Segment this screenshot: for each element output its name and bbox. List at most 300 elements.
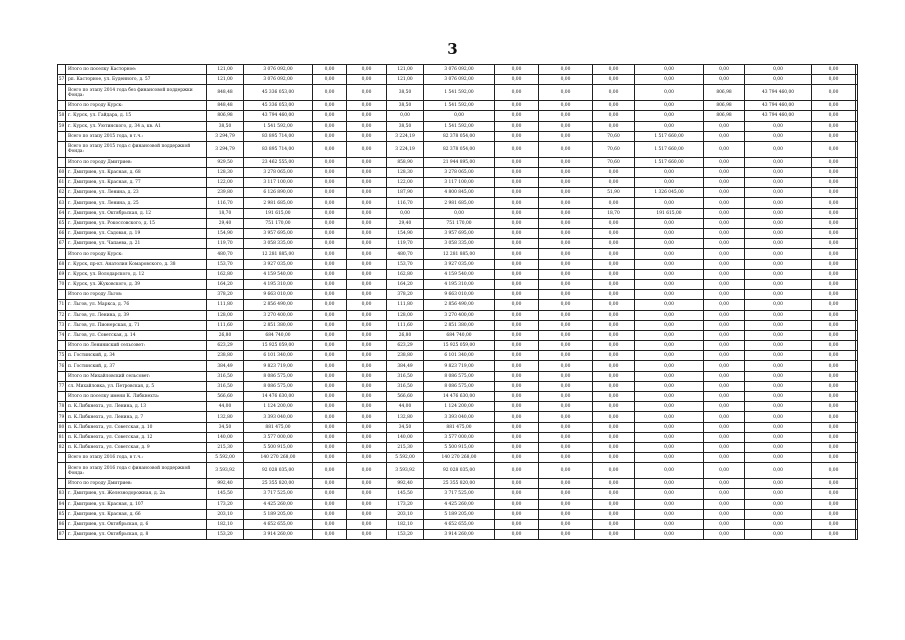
value-cell: 38,50 bbox=[387, 101, 424, 111]
value-cell: 0,00 bbox=[313, 381, 347, 391]
value-cell: 0,00 bbox=[704, 402, 745, 412]
value-cell: 0,00 bbox=[704, 453, 745, 463]
row-number-cell: 75 bbox=[58, 351, 66, 361]
address-cell: г. Курск, пр-кт. Анатолия Комаровского, д. 38 bbox=[66, 259, 207, 269]
value-cell: 0,00 bbox=[704, 300, 745, 310]
value-cell: 0,00 bbox=[812, 432, 856, 442]
value-cell: 0,00 bbox=[347, 85, 387, 101]
value-cell: 0,00 bbox=[539, 489, 593, 499]
value-cell: 0,00 bbox=[539, 111, 593, 121]
value-cell: 0,00 bbox=[495, 479, 539, 489]
value-cell: 0,00 bbox=[745, 453, 812, 463]
value-cell: 0,00 bbox=[495, 229, 539, 239]
value-cell: 191 615,00 bbox=[635, 208, 704, 218]
value-cell: 0,00 bbox=[704, 381, 745, 391]
address-cell: г. Дмитриев, ул. Садовая, д. 19 bbox=[66, 229, 207, 239]
value-cell bbox=[856, 229, 858, 239]
value-cell: 881 475,00 bbox=[244, 422, 313, 432]
value-cell: 0,00 bbox=[539, 463, 593, 479]
value-cell: 187,90 bbox=[387, 188, 424, 198]
address-cell: г. Дмитриев, ул. Октябрьская, д. 12 bbox=[66, 208, 207, 218]
value-cell: 0,00 bbox=[495, 141, 539, 157]
value-cell: 0,00 bbox=[313, 259, 347, 269]
value-cell: 21 944 895,00 bbox=[424, 157, 495, 167]
value-cell: 0,00 bbox=[347, 290, 387, 300]
value-cell: 0,00 bbox=[347, 300, 387, 310]
value-cell: 0,00 bbox=[347, 229, 387, 239]
value-cell: 0,00 bbox=[495, 489, 539, 499]
value-cell: 70,60 bbox=[593, 131, 635, 141]
subtotal-label-cell: Итого по Лениниский сельсовет: bbox=[66, 341, 207, 351]
value-cell bbox=[856, 269, 858, 279]
value-cell: 0,00 bbox=[347, 422, 387, 432]
value-cell: 0,00 bbox=[347, 463, 387, 479]
value-cell: 0,00 bbox=[347, 279, 387, 289]
value-cell: 0,00 bbox=[745, 279, 812, 289]
value-cell: 0,00 bbox=[495, 320, 539, 330]
value-cell: 43 794 460,00 bbox=[244, 111, 313, 121]
value-cell: 0,00 bbox=[347, 141, 387, 157]
value-cell: 806,98 bbox=[704, 101, 745, 111]
address-cell: г. Дмитриев, ул. Красная, д. 66 bbox=[66, 509, 207, 519]
value-cell: 0,00 bbox=[347, 412, 387, 422]
value-cell: 0,00 bbox=[495, 178, 539, 188]
row-number-cell: 83 bbox=[58, 489, 66, 499]
value-cell: 0,00 bbox=[347, 371, 387, 381]
value-cell: 0,00 bbox=[593, 402, 635, 412]
table-row bbox=[58, 178, 858, 188]
value-cell: 0,00 bbox=[635, 442, 704, 452]
value-cell: 0,00 bbox=[812, 121, 856, 131]
value-cell: 0,00 bbox=[635, 167, 704, 177]
value-cell: 0,00 bbox=[347, 157, 387, 167]
value-cell: 0,00 bbox=[313, 131, 347, 141]
value-cell: 0,00 bbox=[812, 178, 856, 188]
value-cell: 0,00 bbox=[812, 519, 856, 529]
value-cell: 132,80 bbox=[207, 412, 244, 422]
value-cell: 0,00 bbox=[495, 530, 539, 540]
value-cell: 43 794 460,00 bbox=[745, 101, 812, 111]
value-cell bbox=[856, 479, 858, 489]
value-cell: 121,00 bbox=[387, 65, 424, 75]
value-cell: 0,00 bbox=[704, 519, 745, 529]
table-row bbox=[58, 422, 858, 432]
value-cell: 0,00 bbox=[347, 402, 387, 412]
value-cell: 0,00 bbox=[539, 381, 593, 391]
table-row bbox=[58, 218, 858, 228]
value-cell: 3 593,92 bbox=[387, 463, 424, 479]
value-cell: 0,00 bbox=[812, 85, 856, 101]
value-cell: 0,00 bbox=[539, 402, 593, 412]
value-cell: 145,50 bbox=[207, 489, 244, 499]
value-cell: 215,30 bbox=[387, 442, 424, 452]
row-number-cell: 85 bbox=[58, 509, 66, 519]
value-cell: 128,00 bbox=[387, 310, 424, 320]
value-cell: 0,00 bbox=[745, 463, 812, 479]
value-cell: 3 593,92 bbox=[207, 463, 244, 479]
value-cell: 0,00 bbox=[495, 111, 539, 121]
value-cell bbox=[856, 239, 858, 249]
value-cell: 0,00 bbox=[539, 300, 593, 310]
value-cell: 0,00 bbox=[495, 188, 539, 198]
value-cell: 45 336 053,00 bbox=[244, 101, 313, 111]
value-cell: 25 355 820,00 bbox=[424, 479, 495, 489]
value-cell: 0,00 bbox=[704, 75, 745, 85]
value-cell: 2 851 380,00 bbox=[244, 320, 313, 330]
page-number: 3 bbox=[447, 40, 458, 58]
value-cell: 1 541 592,00 bbox=[424, 101, 495, 111]
value-cell: 3 117 100,00 bbox=[244, 178, 313, 188]
value-cell: 0,00 bbox=[812, 208, 856, 218]
value-cell: 0,00 bbox=[593, 198, 635, 208]
address-cell: г. Дмитриев, ул. Ленина, д. 25 bbox=[66, 198, 207, 208]
value-cell: 153,20 bbox=[387, 530, 424, 540]
value-cell: 0,00 bbox=[745, 141, 812, 157]
value-cell: 0,00 bbox=[313, 351, 347, 361]
table-row bbox=[58, 432, 858, 442]
value-cell: 6 126 890,00 bbox=[244, 188, 313, 198]
value-cell: 0,00 bbox=[313, 178, 347, 188]
value-cell: 0,00 bbox=[539, 422, 593, 432]
value-cell: 43 794 460,00 bbox=[745, 111, 812, 121]
value-cell: 0,00 bbox=[593, 65, 635, 75]
value-cell: 0,00 bbox=[745, 249, 812, 259]
value-cell: 0,00 bbox=[347, 453, 387, 463]
table-row bbox=[58, 208, 858, 218]
value-cell: 8 086 575,00 bbox=[424, 381, 495, 391]
value-cell: 0,00 bbox=[635, 402, 704, 412]
table-row bbox=[58, 300, 858, 310]
value-cell: 0,00 bbox=[347, 111, 387, 121]
subtotal-row bbox=[58, 131, 858, 141]
value-cell: 0,00 bbox=[347, 269, 387, 279]
subtotal-row bbox=[58, 141, 858, 157]
value-cell: 0,00 bbox=[495, 453, 539, 463]
value-cell: 0,00 bbox=[812, 381, 856, 391]
value-cell: 0,00 bbox=[313, 167, 347, 177]
value-cell: 0,00 bbox=[704, 530, 745, 540]
value-cell bbox=[856, 371, 858, 381]
value-cell: 3 927 035,00 bbox=[424, 259, 495, 269]
value-cell bbox=[856, 499, 858, 509]
value-cell: 3 393 040,00 bbox=[424, 412, 495, 422]
value-cell: 0,00 bbox=[812, 249, 856, 259]
value-cell: 0,00 bbox=[347, 188, 387, 198]
value-cell: 0,00 bbox=[593, 530, 635, 540]
subtotal-row bbox=[58, 85, 858, 101]
housing-program-table-sheet bbox=[57, 64, 857, 540]
value-cell: 3 076 092,00 bbox=[424, 65, 495, 75]
value-cell: 0,00 bbox=[593, 499, 635, 509]
table-row bbox=[58, 279, 858, 289]
row-number-cell: 80 bbox=[58, 422, 66, 432]
value-cell: 0,00 bbox=[495, 300, 539, 310]
value-cell: 0,00 bbox=[704, 479, 745, 489]
value-cell: 0,00 bbox=[812, 463, 856, 479]
value-cell: 806,98 bbox=[704, 111, 745, 121]
value-cell: 0,00 bbox=[313, 341, 347, 351]
value-cell: 0,00 bbox=[704, 249, 745, 259]
value-cell: 0,00 bbox=[313, 422, 347, 432]
value-cell: 0,00 bbox=[635, 412, 704, 422]
value-cell: 0,00 bbox=[347, 351, 387, 361]
value-cell: 0,00 bbox=[812, 499, 856, 509]
value-cell: 684 740,00 bbox=[244, 330, 313, 340]
value-cell: 0,00 bbox=[704, 121, 745, 131]
address-cell: п. К.Либкнехта, ул. Советская, д. 12 bbox=[66, 432, 207, 442]
value-cell: 881 475,00 bbox=[424, 422, 495, 432]
value-cell: 238,80 bbox=[207, 351, 244, 361]
value-cell: 9 823 719,00 bbox=[424, 361, 495, 371]
value-cell: 0,00 bbox=[745, 300, 812, 310]
value-cell: 182,10 bbox=[387, 519, 424, 529]
value-cell: 0,00 bbox=[635, 111, 704, 121]
value-cell: 0,00 bbox=[424, 111, 495, 121]
value-cell: 153,20 bbox=[207, 530, 244, 540]
value-cell: 0,00 bbox=[313, 269, 347, 279]
value-cell: 0,00 bbox=[539, 218, 593, 228]
value-cell: 0,00 bbox=[812, 442, 856, 452]
value-cell: 0,00 bbox=[704, 259, 745, 269]
value-cell: 0,00 bbox=[635, 489, 704, 499]
value-cell: 2 981 685,00 bbox=[424, 198, 495, 208]
value-cell: 0,00 bbox=[704, 290, 745, 300]
value-cell: 0,00 bbox=[539, 75, 593, 85]
value-cell: 0,00 bbox=[593, 432, 635, 442]
value-cell: 1 517 660,00 bbox=[635, 141, 704, 157]
value-cell: 3 117 100,00 bbox=[424, 178, 495, 188]
value-cell: 92 028 035,00 bbox=[244, 463, 313, 479]
value-cell: 0,00 bbox=[539, 157, 593, 167]
value-cell: 0,00 bbox=[313, 75, 347, 85]
address-cell: п. К.Либкнехта, ул. Ленина, д. 7 bbox=[66, 412, 207, 422]
address-cell: г. Дмитриев, ул. Железнодорожная, д. 2а bbox=[66, 489, 207, 499]
value-cell: 0,00 bbox=[313, 479, 347, 489]
value-cell: 0,00 bbox=[347, 131, 387, 141]
value-cell: 8 086 575,00 bbox=[424, 371, 495, 381]
value-cell: 0,00 bbox=[424, 208, 495, 218]
row-number-cell bbox=[58, 141, 66, 157]
value-cell: 0,00 bbox=[539, 65, 593, 75]
value-cell: 0,00 bbox=[539, 371, 593, 381]
value-cell: 18,70 bbox=[207, 208, 244, 218]
subtotal-label-cell: Итого по городу Курск: bbox=[66, 101, 207, 111]
value-cell: 0,00 bbox=[593, 381, 635, 391]
value-cell: 0,00 bbox=[495, 402, 539, 412]
address-cell: г. Дмитриев, ул. Ленина, д. 23 bbox=[66, 188, 207, 198]
row-number-cell: 86 bbox=[58, 519, 66, 529]
value-cell: 0,00 bbox=[593, 85, 635, 101]
value-cell: 0,00 bbox=[704, 188, 745, 198]
value-cell: 5 500 915,00 bbox=[244, 442, 313, 452]
value-cell: 0,00 bbox=[812, 479, 856, 489]
address-cell: г. Курск, ул. Уютинского, д. 34 а, кв. А1 bbox=[66, 121, 207, 131]
value-cell bbox=[856, 320, 858, 330]
value-cell: 34,50 bbox=[207, 422, 244, 432]
table-row bbox=[58, 530, 858, 540]
value-cell: 164,20 bbox=[207, 279, 244, 289]
value-cell: 992,40 bbox=[207, 479, 244, 489]
value-cell: 0,00 bbox=[495, 361, 539, 371]
value-cell: 0,00 bbox=[635, 422, 704, 432]
value-cell: 0,00 bbox=[812, 351, 856, 361]
value-cell: 1 517 660,00 bbox=[635, 157, 704, 167]
value-cell: 3 076 092,00 bbox=[244, 75, 313, 85]
value-cell bbox=[856, 208, 858, 218]
value-cell: 0,00 bbox=[812, 402, 856, 412]
subtotal-label-cell: Всего по этапу 2014 года без финансовой поддержки Фонда: bbox=[66, 85, 207, 101]
value-cell: 119,70 bbox=[207, 239, 244, 249]
value-cell: 0,00 bbox=[635, 121, 704, 131]
value-cell: 1 541 592,00 bbox=[424, 121, 495, 131]
row-number-cell: 65 bbox=[58, 218, 66, 228]
value-cell: 0,00 bbox=[812, 412, 856, 422]
value-cell: 0,00 bbox=[704, 269, 745, 279]
value-cell: 0,00 bbox=[313, 218, 347, 228]
value-cell: 0,00 bbox=[704, 463, 745, 479]
value-cell bbox=[856, 300, 858, 310]
value-cell bbox=[856, 392, 858, 402]
value-cell: 0,00 bbox=[539, 320, 593, 330]
row-number-cell: 70 bbox=[58, 279, 66, 289]
value-cell bbox=[856, 432, 858, 442]
table-body bbox=[58, 65, 858, 540]
address-cell: п. К.Либкнехта, ул. Ленина, д. 13 bbox=[66, 402, 207, 412]
value-cell: 12 281 885,00 bbox=[244, 249, 313, 259]
value-cell: 5 500 915,00 bbox=[424, 442, 495, 452]
value-cell bbox=[856, 141, 858, 157]
value-cell: 0,00 bbox=[745, 371, 812, 381]
value-cell bbox=[856, 442, 858, 452]
value-cell: 566,60 bbox=[207, 392, 244, 402]
address-cell: сл. Михайловка, ул. Петровская, д. 5 bbox=[66, 381, 207, 391]
value-cell: 1 124 200,00 bbox=[244, 402, 313, 412]
table-row bbox=[58, 381, 858, 391]
value-cell: 0,00 bbox=[495, 463, 539, 479]
value-cell: 0,00 bbox=[812, 330, 856, 340]
value-cell: 0,00 bbox=[495, 208, 539, 218]
value-cell: 111,80 bbox=[387, 300, 424, 310]
value-cell: 0,00 bbox=[635, 229, 704, 239]
value-cell: 0,00 bbox=[745, 218, 812, 228]
value-cell: 4 652 655,00 bbox=[424, 519, 495, 529]
row-number-cell: 66 bbox=[58, 229, 66, 239]
value-cell: 0,00 bbox=[704, 229, 745, 239]
value-cell: 132,80 bbox=[387, 412, 424, 422]
value-cell: 173,20 bbox=[387, 499, 424, 509]
value-cell: 0,00 bbox=[539, 310, 593, 320]
table-row bbox=[58, 320, 858, 330]
value-cell bbox=[856, 453, 858, 463]
value-cell: 0,00 bbox=[347, 208, 387, 218]
table-row bbox=[58, 330, 858, 340]
value-cell: 0,00 bbox=[593, 509, 635, 519]
value-cell: 0,00 bbox=[745, 412, 812, 422]
subtotal-label-cell: Итого по городу Курск: bbox=[66, 249, 207, 259]
value-cell: 0,00 bbox=[812, 131, 856, 141]
value-cell: 0,00 bbox=[635, 75, 704, 85]
row-number-cell bbox=[58, 157, 66, 167]
value-cell: 0,00 bbox=[347, 65, 387, 75]
value-cell: 0,00 bbox=[593, 320, 635, 330]
value-cell: 153,70 bbox=[207, 259, 244, 269]
value-cell: 0,00 bbox=[387, 111, 424, 121]
value-cell: 0,00 bbox=[593, 392, 635, 402]
value-cell bbox=[856, 85, 858, 101]
value-cell: 1 541 592,00 bbox=[244, 121, 313, 131]
value-cell: 0,00 bbox=[313, 249, 347, 259]
value-cell: 0,00 bbox=[593, 249, 635, 259]
value-cell: 0,00 bbox=[745, 65, 812, 75]
value-cell: 0,00 bbox=[539, 530, 593, 540]
value-cell: 751 170,00 bbox=[424, 218, 495, 228]
value-cell: 0,00 bbox=[812, 188, 856, 198]
value-cell: 0,00 bbox=[347, 198, 387, 208]
value-cell: 0,00 bbox=[539, 361, 593, 371]
value-cell: 0,00 bbox=[313, 519, 347, 529]
value-cell: 0,00 bbox=[313, 412, 347, 422]
subtotal-row bbox=[58, 453, 858, 463]
value-cell: 0,00 bbox=[745, 530, 812, 540]
value-cell: 0,00 bbox=[495, 290, 539, 300]
value-cell: 0,00 bbox=[347, 479, 387, 489]
value-cell: 0,00 bbox=[313, 361, 347, 371]
row-number-cell: 81 bbox=[58, 432, 66, 442]
value-cell: 0,00 bbox=[812, 290, 856, 300]
row-number-cell bbox=[58, 85, 66, 101]
value-cell: 173,20 bbox=[207, 499, 244, 509]
value-cell: 3 927 035,00 bbox=[244, 259, 313, 269]
value-cell: 6 101 340,00 bbox=[424, 351, 495, 361]
address-cell: г. Дмитриев, ул. Красная, д. 77 bbox=[66, 178, 207, 188]
value-cell: 378,20 bbox=[207, 290, 244, 300]
row-number-cell: 82 bbox=[58, 442, 66, 452]
value-cell: 182,10 bbox=[207, 519, 244, 529]
value-cell: 0,00 bbox=[704, 141, 745, 157]
value-cell: 0,00 bbox=[593, 453, 635, 463]
value-cell: 0,00 bbox=[539, 341, 593, 351]
value-cell: 0,00 bbox=[539, 198, 593, 208]
value-cell: 378,20 bbox=[387, 290, 424, 300]
value-cell: 38,50 bbox=[387, 121, 424, 131]
value-cell: 128,00 bbox=[207, 310, 244, 320]
value-cell bbox=[856, 178, 858, 188]
value-cell: 140,00 bbox=[387, 432, 424, 442]
value-cell: 316,50 bbox=[207, 381, 244, 391]
value-cell: 128,30 bbox=[387, 167, 424, 177]
value-cell: 566,60 bbox=[387, 392, 424, 402]
value-cell: 0,00 bbox=[745, 188, 812, 198]
value-cell: 0,00 bbox=[539, 188, 593, 198]
value-cell: 0,00 bbox=[593, 422, 635, 432]
value-cell: 0,00 bbox=[593, 269, 635, 279]
subtotal-label-cell: Всего по этапу 2015 года с финансовой поддержкой Фонда: bbox=[66, 141, 207, 157]
address-cell: г. Льгов, ул. Маркса, д. 76 bbox=[66, 300, 207, 310]
value-cell: 0,00 bbox=[745, 310, 812, 320]
value-cell: 3 224,19 bbox=[387, 131, 424, 141]
value-cell: 0,00 bbox=[347, 361, 387, 371]
subtotal-row bbox=[58, 371, 858, 381]
table-row bbox=[58, 239, 858, 249]
row-number-cell: 59 bbox=[58, 121, 66, 131]
value-cell: 0,00 bbox=[495, 269, 539, 279]
value-cell: 4 195 310,00 bbox=[424, 279, 495, 289]
value-cell: 0,00 bbox=[495, 131, 539, 141]
table-row bbox=[58, 361, 858, 371]
value-cell: 0,00 bbox=[635, 65, 704, 75]
value-cell: 119,70 bbox=[387, 239, 424, 249]
subtotal-row bbox=[58, 479, 858, 489]
